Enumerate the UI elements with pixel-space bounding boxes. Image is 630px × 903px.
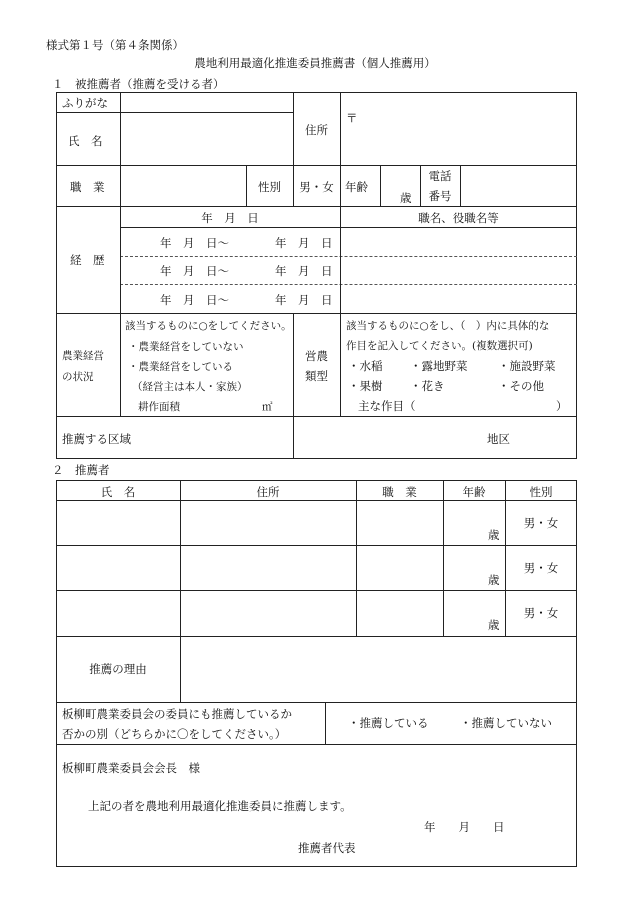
region-field[interactable] <box>294 417 576 458</box>
col-age: 年齢 <box>462 485 486 499</box>
phone-field[interactable] <box>461 166 576 205</box>
dual-question-2: 否かの別（どちらかに〇をしてください。） <box>62 727 287 741</box>
gender-options[interactable]: 男・女 <box>299 180 334 194</box>
row1-gender[interactable]: 男・女 <box>523 516 559 530</box>
row2-address-field[interactable] <box>181 546 355 589</box>
dual-no-option[interactable]: ・推薦していない <box>460 716 552 730</box>
age-unit: 歳 <box>400 191 412 205</box>
career-range-1: 年 月 日～ 年 月 日 <box>160 236 333 250</box>
representative-label: 推薦者代表 <box>298 841 356 855</box>
recommendation-statement: 上記の者を農地利用最適化推進委員に推薦します。 <box>88 799 352 813</box>
career-range-3: 年 月 日～ 年 月 日 <box>160 293 333 307</box>
age-label: 年齢 <box>345 180 368 194</box>
farm-area-label: 耕作面積 <box>138 401 180 413</box>
region-unit: 地区 <box>487 432 510 446</box>
row3-occupation-field[interactable] <box>357 591 442 635</box>
row3-gender[interactable]: 男・女 <box>523 606 559 620</box>
name-field[interactable] <box>121 113 292 164</box>
col-address: 住所 <box>256 485 280 499</box>
career-label: 経 歴 <box>70 253 105 267</box>
row1-occupation-field[interactable] <box>357 501 442 544</box>
col-name: 氏 名 <box>100 485 136 499</box>
main-crop-close: ） <box>556 399 568 413</box>
row1-address-field[interactable] <box>181 501 355 544</box>
row1-age-unit: 歳 <box>488 528 500 542</box>
row2-gender[interactable]: 男・女 <box>523 561 559 575</box>
section1-heading: １ 被推薦者（推薦を受ける者） <box>52 77 225 91</box>
region-label: 推薦する区域 <box>62 432 131 446</box>
type-flowers[interactable]: ・花き <box>410 379 445 393</box>
phone-label-2: 番号 <box>428 189 452 203</box>
furigana-label: ふりがな <box>62 96 108 110</box>
type-other[interactable]: ・その他 <box>498 379 544 393</box>
col-occupation: 職 業 <box>382 485 417 499</box>
name-label: 氏 名 <box>68 134 103 148</box>
type-open-vegetables[interactable]: ・露地野菜 <box>410 359 468 373</box>
row3-name-field[interactable] <box>57 591 179 635</box>
farm-type-note-2: 作目を記入してください。(複数選択可) <box>346 340 533 352</box>
date-line: 年 月 日 <box>424 820 505 834</box>
furigana-field[interactable] <box>121 93 292 112</box>
career-date-header: 年 月 日 <box>201 211 259 225</box>
row2-name-field[interactable] <box>57 546 179 589</box>
row1-name-field[interactable] <box>57 501 179 544</box>
type-greenhouse-vegetables[interactable]: ・施設野菜 <box>498 359 556 373</box>
career-range-2: 年 月 日～ 年 月 日 <box>160 264 333 278</box>
col-gender: 性別 <box>529 485 553 499</box>
farm-type-label-2: 類型 <box>305 369 328 383</box>
form-number: 様式第１号（第４条関係） <box>46 38 184 52</box>
row3-address-field[interactable] <box>181 591 355 635</box>
dual-yes-option[interactable]: ・推薦している <box>348 716 429 730</box>
farm-option-none[interactable]: ・農業経営をしていない <box>128 341 244 353</box>
type-fruit[interactable]: ・果樹 <box>348 379 383 393</box>
farm-type-label-1: 営農 <box>305 349 328 363</box>
row2-occupation-field[interactable] <box>357 546 442 589</box>
occupation-label: 職 業 <box>70 180 105 194</box>
main-crop-label: 主な作目（ <box>358 399 416 413</box>
career-position-header: 職名、役職名等 <box>418 211 499 225</box>
reason-field[interactable] <box>181 637 576 701</box>
gender-label: 性別 <box>258 180 281 194</box>
row2-age-unit: 歳 <box>488 573 500 587</box>
farm-option-active[interactable]: ・農業経営をしている <box>128 361 233 373</box>
farm-status-label-2: の状況 <box>62 371 94 383</box>
row3-age-unit: 歳 <box>488 618 500 632</box>
farm-operator-note: （経営主は本人・家族） <box>132 381 248 393</box>
dual-question-1: 板柳町農業委員会の委員にも推薦しているか <box>62 707 292 721</box>
farm-status-label-1: 農業経営 <box>62 350 104 362</box>
address-field[interactable] <box>341 93 576 164</box>
type-rice[interactable]: ・水稲 <box>348 359 383 373</box>
addressee: 板柳町農業委員会会長 様 <box>62 761 200 775</box>
form-title: 農地利用最適化推進委員推薦書（個人推薦用） <box>194 56 436 70</box>
reason-label: 推薦の理由 <box>89 662 147 676</box>
section2-heading: ２ 推薦者 <box>52 463 110 477</box>
postal-mark: 〒 <box>346 111 358 125</box>
farm-area-unit: ㎡ <box>262 401 273 413</box>
occupation-field[interactable] <box>121 166 245 205</box>
farm-status-note: 該当するものに○をしてください。 <box>125 320 292 332</box>
address-label: 住所 <box>305 123 328 137</box>
phone-label-1: 電話 <box>428 169 452 183</box>
farm-type-note-1: 該当するものに○をし、（ ）内に具体的な <box>346 320 550 332</box>
